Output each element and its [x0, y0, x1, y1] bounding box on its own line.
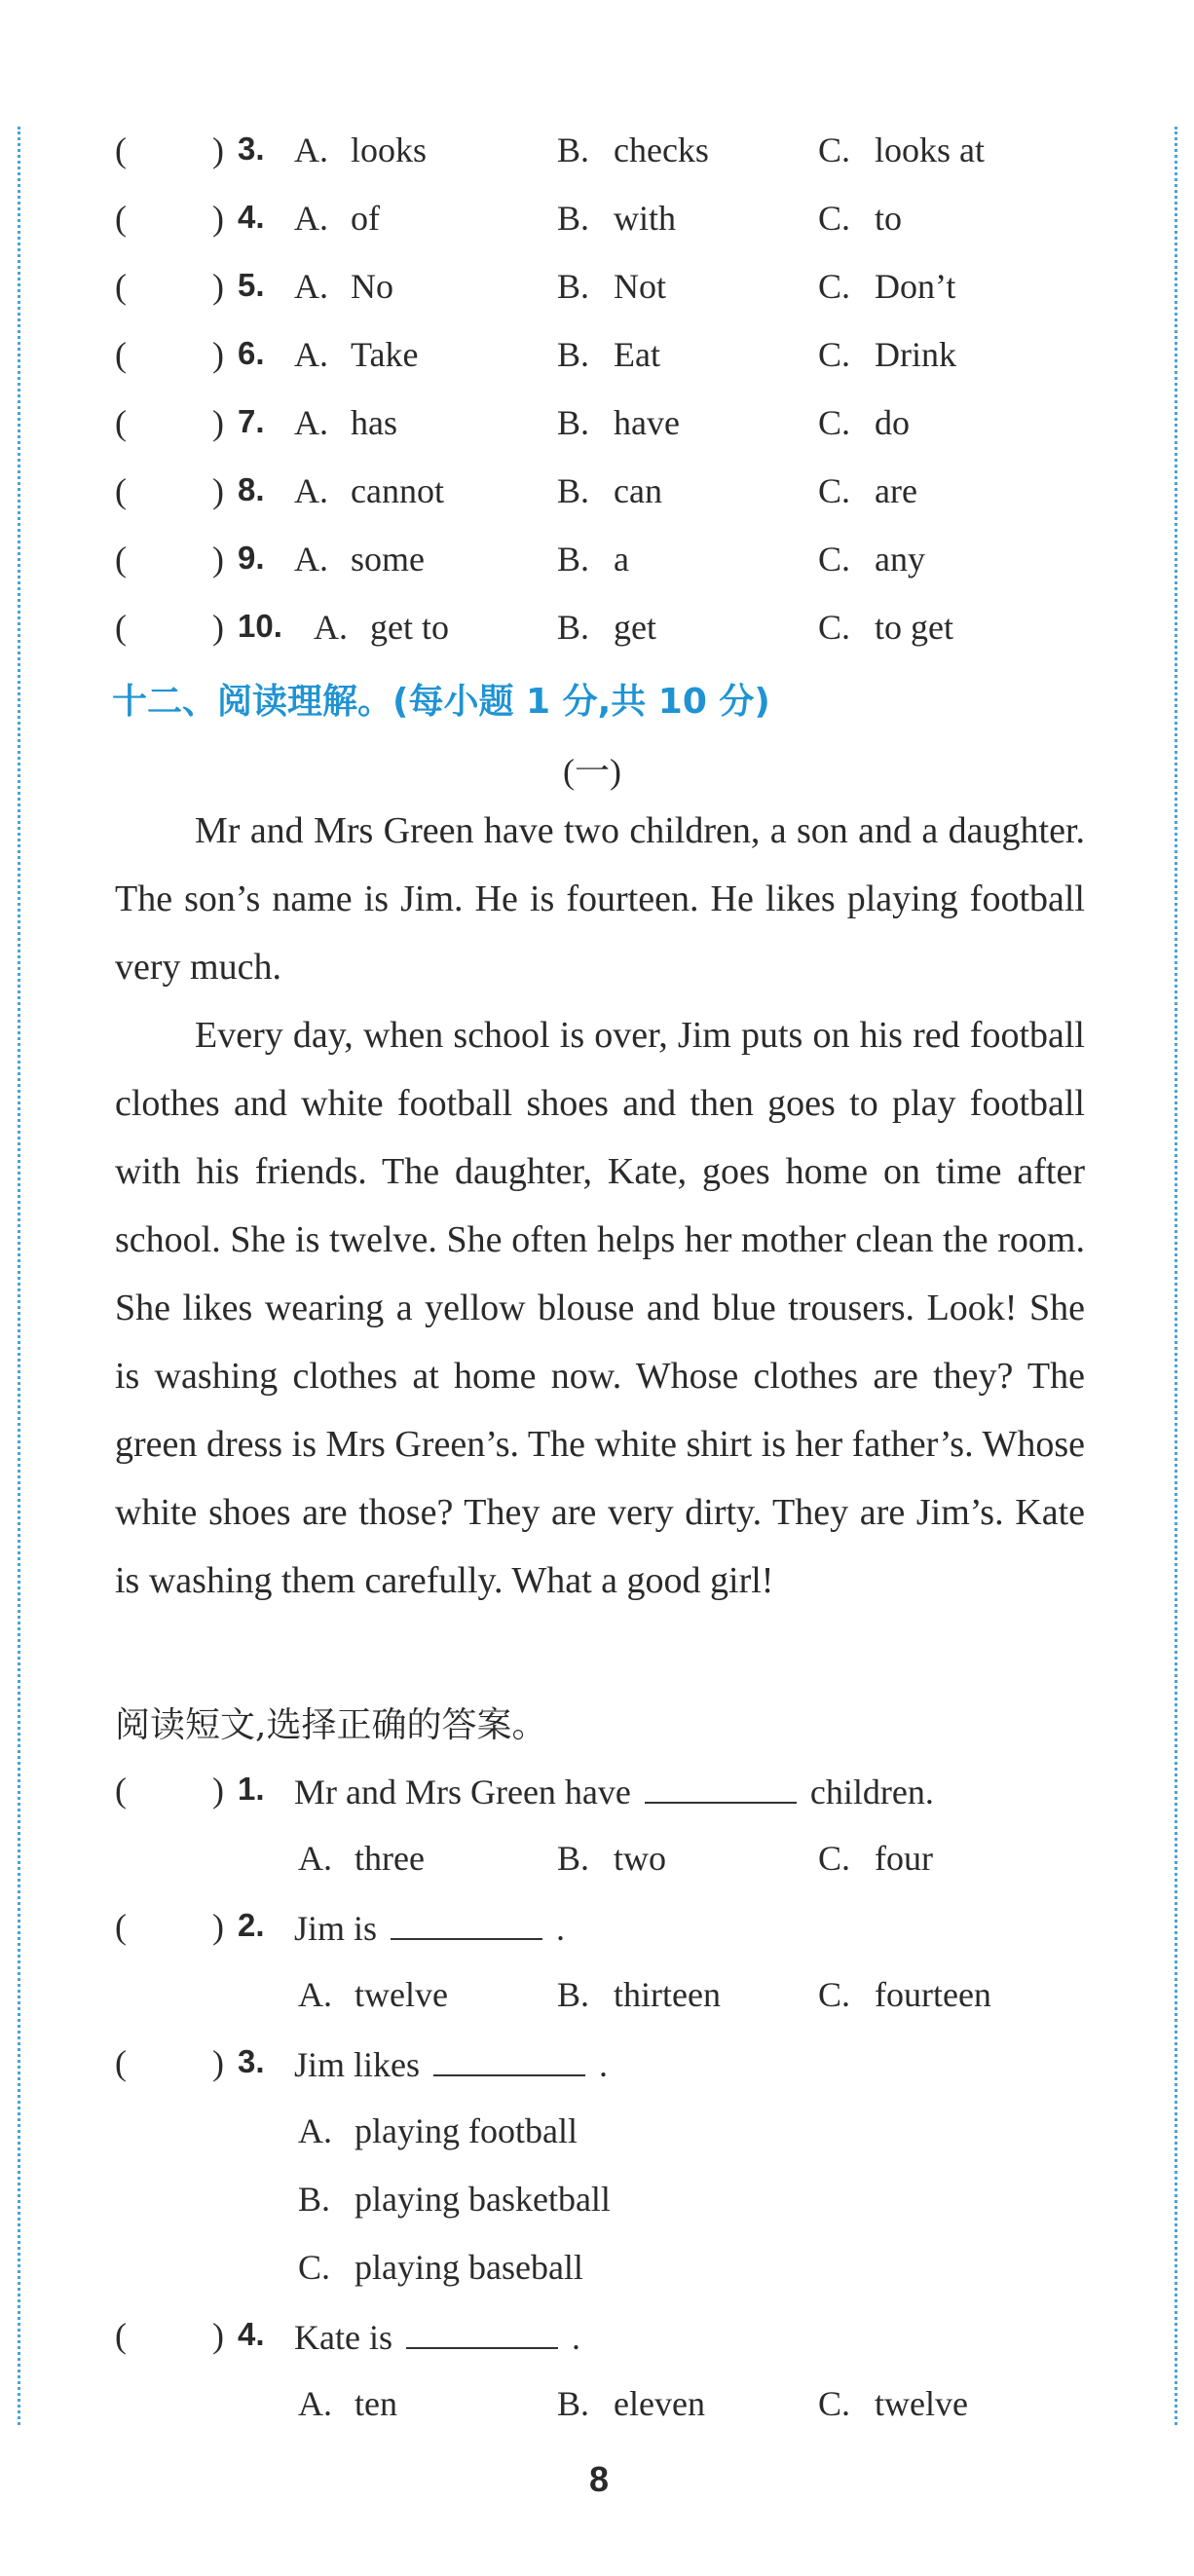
option-a: A. twelve [298, 1975, 448, 2014]
answer-paren-open: ( [115, 403, 127, 442]
answer-blank [433, 2045, 585, 2076]
answer-blank [391, 1909, 542, 1940]
passage-paragraph-1: Mr and Mrs Green have two children, a son and a daughter. The son’s name is Jim. He is fourteen. He likes playing football very much. [115, 810, 1085, 988]
option-b: B. two [557, 1839, 666, 1878]
option-a: A. Take [294, 335, 419, 374]
question-number: 6. [238, 335, 265, 371]
option-b: B. can [557, 471, 662, 510]
question-number: 7. [238, 403, 265, 439]
answer-paren-open: ( [115, 1907, 127, 1946]
answer-paren-open: ( [115, 608, 127, 647]
answer-paren-close: ) [212, 335, 224, 374]
option-c: C. four [818, 1839, 933, 1878]
question-number: 8. [238, 471, 265, 507]
answer-paren-open: ( [115, 335, 127, 374]
answer-paren-open: ( [115, 131, 127, 169]
answer-paren-close: ) [212, 2043, 224, 2082]
question-number: 1. [238, 1771, 265, 1807]
question-number: 10. [238, 608, 282, 644]
option-c: C. twelve [818, 2384, 968, 2423]
option-a: A. three [298, 1839, 425, 1878]
option-c: C. to [818, 199, 903, 238]
answer-paren-open: ( [115, 471, 127, 510]
passage-subtitle: (一) [563, 752, 621, 791]
option-b: B. thirteen [557, 1975, 721, 2014]
option-c: C. fourteen [818, 1975, 991, 2014]
passage-paragraph-2: Every day, when school is over, Jim puts on his red football clothes and white football shoes and then goes to play football with his friends. The daughter, Kate, goes home on time after school. She is twelve. She often helps her mother clean the room. She likes wearing a yellow blouse and blue trousers. Look! She is washing clothes at home now. Whose clothes are they? The green dress is Mrs Green’s. The white shirt is her father’s. Whose white shoes are those? They are very dirty. They are Jim’s. Kate is washing them carefully. What a good girl! [115, 1015, 1085, 1601]
answer-paren-close: ) [212, 1771, 224, 1810]
answer-paren-close: ) [212, 608, 224, 647]
option-a: A. cannot [294, 471, 444, 510]
option-c: C. do [818, 403, 910, 442]
answer-paren-close: ) [212, 1907, 224, 1946]
option-c: C. are [818, 471, 917, 510]
option-c: C. looks at [818, 131, 985, 169]
option-c: C. playing baseball [298, 2248, 583, 2287]
answer-paren-close: ) [212, 471, 224, 510]
option-a: A. ten [298, 2384, 397, 2423]
answer-paren-close: ) [212, 2316, 224, 2355]
answer-paren-open: ( [115, 2316, 127, 2355]
option-b: B. Eat [557, 335, 660, 374]
answer-paren-open: ( [115, 1771, 127, 1810]
section-title: 十二、阅读理解。(每小题 1 分,共 10 分) [112, 682, 770, 722]
option-c: C. to get [818, 608, 953, 647]
question-stem: Mr and Mrs Green have children. [294, 1773, 934, 1811]
question-number: 4. [238, 2316, 265, 2352]
question-number: 4. [238, 199, 265, 235]
reading-passage [115, 797, 1085, 1615]
question-number: 9. [238, 540, 265, 576]
option-b: B. have [557, 403, 680, 442]
answer-paren-open: ( [115, 2043, 127, 2082]
option-a: A. get to [314, 608, 449, 647]
option-b: B. a [557, 540, 629, 579]
question-number: 5. [238, 267, 265, 303]
question-stem: Kate is . [294, 2318, 580, 2357]
answer-paren-close: ) [212, 267, 224, 306]
option-b: B. get [557, 608, 656, 647]
answer-paren-close: ) [212, 403, 224, 442]
answer-paren-open: ( [115, 540, 127, 579]
answer-paren-close: ) [212, 540, 224, 579]
right-margin-dotted-line [1175, 127, 1177, 2425]
answer-blank [406, 2318, 558, 2349]
question-stem: Jim is . [294, 1909, 566, 1948]
left-margin-dotted-line [18, 127, 20, 2425]
option-b: B. Not [557, 267, 666, 306]
option-b: B. with [557, 199, 677, 238]
question-number: 2. [238, 1907, 265, 1943]
option-b: B. playing basketball [298, 2180, 611, 2219]
question-number: 3. [238, 131, 265, 167]
option-c: C. any [818, 540, 925, 579]
option-a: A. has [294, 403, 397, 442]
option-a: A. No [294, 267, 393, 306]
option-a: A. playing football [298, 2111, 578, 2150]
option-a: A. looks [294, 131, 428, 169]
question-number: 3. [238, 2043, 265, 2079]
question-stem: Jim likes . [294, 2045, 609, 2084]
option-a: A. of [294, 199, 380, 238]
option-b: B. eleven [557, 2384, 705, 2423]
answer-paren-close: ) [212, 199, 224, 238]
option-c: C. Don’t [818, 267, 956, 306]
answer-paren-open: ( [115, 199, 127, 238]
reading-instruction: 阅读短文,选择正确的答案。 [115, 1705, 547, 1745]
answer-paren-close: ) [212, 131, 224, 169]
answer-blank [645, 1773, 797, 1804]
option-c: C. Drink [818, 335, 956, 374]
option-a: A. some [294, 540, 425, 579]
option-b: B. checks [557, 131, 709, 169]
answer-paren-open: ( [115, 267, 127, 306]
page-number: 8 [588, 2459, 610, 2499]
